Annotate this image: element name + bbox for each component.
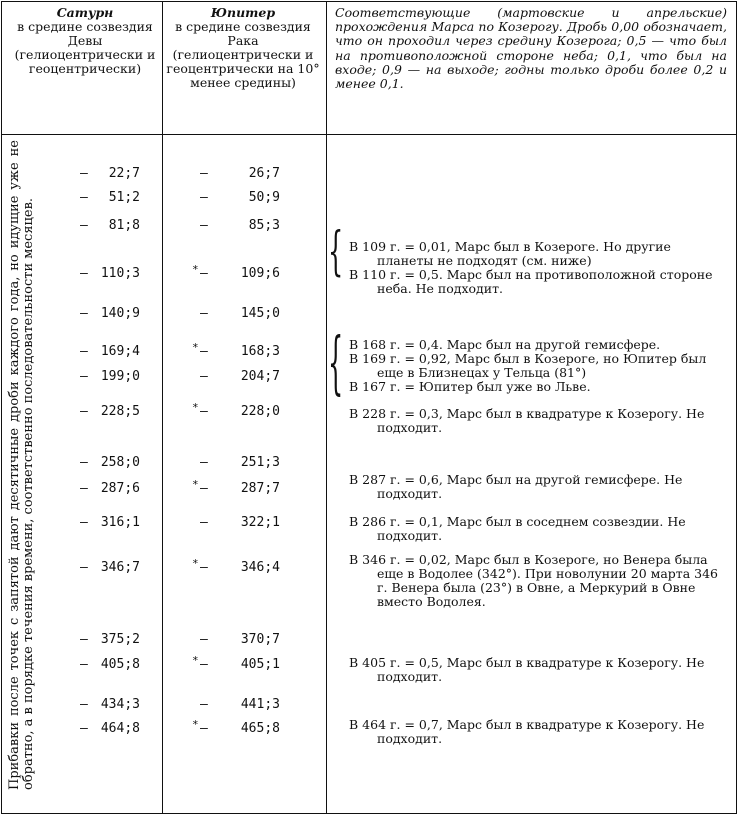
- mars-note-line: В 228 г. = 0,3, Марс был в квадратуре к Козерогу. Не подходит.: [349, 406, 705, 435]
- mars-note: [349, 338, 723, 394]
- mars-note-line: В 168 г. = 0,4. Марс был на другой гемисфере.: [349, 337, 661, 352]
- dash: —: [80, 266, 88, 281]
- mars-note-line: В 109 г. = 0,01, Марс был в Козероге. Но другие планеты не подходят (см. ниже): [349, 239, 671, 268]
- mars-note: [349, 407, 723, 435]
- saturn-number: 140;9: [100, 306, 140, 321]
- dash: —: [200, 166, 208, 181]
- dash: —: [200, 657, 208, 672]
- header-jupiter-title: Юпитер: [210, 5, 276, 20]
- dash: —: [80, 369, 88, 384]
- jupiter-number: 441;3: [240, 697, 280, 712]
- col-divider-2: [326, 2, 327, 813]
- jupiter-number: 145;0: [240, 306, 280, 321]
- saturn-number: 199;0: [100, 369, 140, 384]
- saturn-number: 464;8: [100, 721, 140, 736]
- mars-note-line: В 405 г. = 0,5, Марс был в квадратуре к Козерогу. Не подходит.: [349, 655, 705, 684]
- mars-note-line: В 287 г. = 0,6, Марс был на другой гемисфере. Не подходит.: [349, 472, 683, 501]
- star-mark: *: [192, 263, 199, 276]
- dash: —: [200, 721, 208, 736]
- header-saturn: [10, 6, 160, 76]
- dash: —: [80, 344, 88, 359]
- dash: —: [200, 560, 208, 575]
- mars-note-line: В 286 г. = 0,1, Марс был в соседнем созвездии. Не подходит.: [349, 514, 686, 543]
- header-saturn-title: Сатурн: [56, 5, 114, 20]
- dash: —: [200, 266, 208, 281]
- jupiter-number: 465;8: [240, 721, 280, 736]
- curly-brace: {: [328, 324, 344, 404]
- saturn-number: 110;3: [100, 266, 140, 281]
- header-jupiter-sub: в средине созвездия Рака (гелиоцентрически и геоцентрически на 10° менее средины): [166, 19, 320, 90]
- mars-note: [349, 473, 723, 501]
- jupiter-number: 346;4: [240, 560, 280, 575]
- saturn-number: 258;0: [100, 455, 140, 470]
- jupiter-number: 322;1: [240, 515, 280, 530]
- dash: —: [200, 218, 208, 233]
- header-divider: [2, 134, 736, 135]
- jupiter-number: 85;3: [248, 218, 280, 233]
- saturn-number: 405;8: [100, 657, 140, 672]
- dash: —: [200, 697, 208, 712]
- dash: —: [80, 481, 88, 496]
- mars-note-line: В 110 г. = 0,5. Марс был на противоположной стороне неба. Не подходит.: [349, 267, 713, 296]
- mars-note: [349, 718, 723, 746]
- col-divider-1: [162, 2, 163, 813]
- mars-note: [349, 240, 723, 296]
- side-note: Прибавки после точек с запятой дают десятичные дроби каждого года, но идущие уже не обратно, а в порядке течения времени, соответственно последовательности месяцев.: [7, 140, 36, 790]
- mars-note: [349, 553, 723, 609]
- dash: —: [80, 560, 88, 575]
- dash: —: [80, 306, 88, 321]
- header-saturn-sub: в средине созвездия Девы (гелиоцентрически и геоцентрически): [14, 19, 156, 76]
- dash: —: [200, 455, 208, 470]
- dash: —: [80, 218, 88, 233]
- dash: —: [80, 404, 88, 419]
- star-mark: *: [192, 557, 199, 570]
- jupiter-number: 370;7: [240, 632, 280, 647]
- jupiter-number: 204;7: [240, 369, 280, 384]
- saturn-number: 81;8: [108, 218, 140, 233]
- dash: —: [200, 515, 208, 530]
- star-mark: *: [192, 341, 199, 354]
- star-mark: *: [192, 478, 199, 491]
- saturn-number: 22;7: [108, 166, 140, 181]
- saturn-number: 346;7: [100, 560, 140, 575]
- jupiter-number: 50;9: [248, 190, 280, 205]
- dash: —: [80, 166, 88, 181]
- saturn-number: 228;5: [100, 404, 140, 419]
- saturn-number: 375;2: [100, 632, 140, 647]
- mars-note-line: В 346 г. = 0,02, Марс был в Козероге, но Венера была еще в Водолее (342°). При новолунии 20 марта 346 г. Венера была (23°) в Овне, а Меркурий в Овне вместо Водолея.: [349, 552, 718, 609]
- jupiter-number: 109;6: [240, 266, 280, 281]
- header-mars: Соответствующие (мартовские и апрельские) прохождения Марса по Козерогу. Дробь 0,00 обозначает, что он проходил через средину Козерога; 0,5 — что был на противоположной стороне неба; 0,1, что был на входе; 0,9 — на выходе; годны только дроби более 0,2 и менее 0,1.: [335, 5, 727, 92]
- mars-note: [349, 515, 723, 543]
- star-mark: *: [192, 718, 199, 731]
- dash: —: [80, 515, 88, 530]
- saturn-number: 434;3: [100, 697, 140, 712]
- jupiter-number: 287;7: [240, 481, 280, 496]
- dash: —: [200, 306, 208, 321]
- mars-note: [349, 656, 723, 684]
- saturn-number: 51;2: [108, 190, 140, 205]
- dash: —: [200, 369, 208, 384]
- star-mark: *: [192, 401, 199, 414]
- dash: —: [200, 344, 208, 359]
- jupiter-number: 405;1: [240, 657, 280, 672]
- saturn-number: 316;1: [100, 515, 140, 530]
- mars-note-line: В 169 г. = 0,92, Марс был в Козероге, но Юпитер был еще в Близнецах у Тельца (81°): [349, 351, 707, 380]
- jupiter-number: 251;3: [240, 455, 280, 470]
- dash: —: [80, 697, 88, 712]
- mars-note-line: В 167 г. = Юпитер был уже во Льве.: [349, 379, 591, 394]
- jupiter-number: 26;7: [248, 166, 280, 181]
- star-mark: *: [192, 654, 199, 667]
- header-jupiter: [162, 6, 324, 90]
- saturn-number: 287;6: [100, 481, 140, 496]
- jupiter-number: 168;3: [240, 344, 280, 359]
- jupiter-number: 228;0: [240, 404, 280, 419]
- dash: —: [200, 404, 208, 419]
- saturn-number: 169;4: [100, 344, 140, 359]
- dash: —: [80, 190, 88, 205]
- dash: —: [80, 632, 88, 647]
- dash: —: [200, 190, 208, 205]
- dash: —: [80, 455, 88, 470]
- dash: —: [200, 481, 208, 496]
- mars-note-line: В 464 г. = 0,7, Марс был в квадратуре к Козерогу. Не подходит.: [349, 717, 705, 746]
- dash: —: [80, 721, 88, 736]
- dash: —: [80, 657, 88, 672]
- curly-brace: {: [328, 222, 344, 282]
- dash: —: [200, 632, 208, 647]
